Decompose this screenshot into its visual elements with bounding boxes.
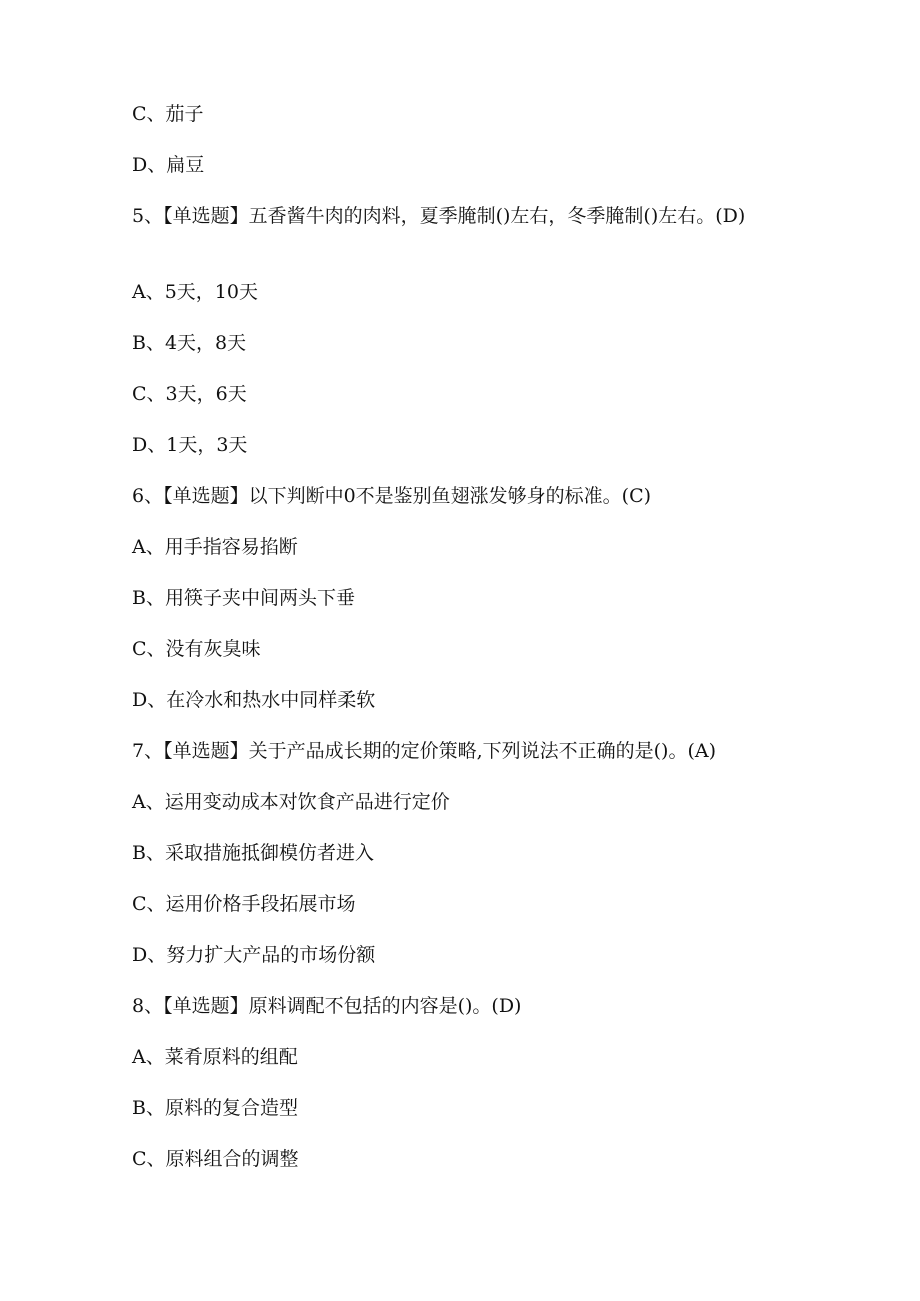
option-b-q5: B、4天，8天 [132, 332, 247, 354]
question-7: 7、【单选题】关于产品成长期的定价策略,下列说法不正确的是()。(A) [132, 740, 717, 762]
option-a-q7: A、运用变动成本对饮食产品进行定价 [132, 791, 450, 813]
question-8: 8、【单选题】原料调配不包括的内容是()。(D) [132, 995, 522, 1017]
question-5: 5、【单选题】五香酱牛肉的肉料，夏季腌制()左右，冬季腌制()左右。(D) [132, 205, 746, 227]
option-a-q5: A、5天，10天 [132, 281, 258, 303]
option-c-q4: C、茄子 [132, 103, 204, 125]
option-d-q6: D、在冷水和热水中同样柔软 [132, 689, 376, 711]
option-b-q6: B、用筷子夹中间两头下垂 [132, 587, 355, 609]
option-d-q5: D、1天，3天 [132, 434, 248, 456]
option-c-q5: C、3天，6天 [132, 383, 247, 405]
question-6: 6、【单选题】以下判断中0不是鉴别鱼翅涨发够身的标准。(C) [132, 485, 652, 507]
option-d-q4: D、扁豆 [132, 154, 205, 176]
option-c-q8: C、原料组合的调整 [132, 1148, 299, 1170]
option-c-q6: C、没有灰臭味 [132, 638, 261, 660]
option-b-q8: B、原料的复合造型 [132, 1097, 298, 1119]
option-c-q7: C、运用价格手段拓展市场 [132, 893, 356, 915]
option-d-q7: D、努力扩大产品的市场份额 [132, 944, 376, 966]
option-b-q7: B、采取措施抵御模仿者进入 [132, 842, 374, 864]
option-a-q8: A、菜肴原料的组配 [132, 1046, 298, 1068]
option-a-q6: A、用手指容易掐断 [132, 536, 298, 558]
